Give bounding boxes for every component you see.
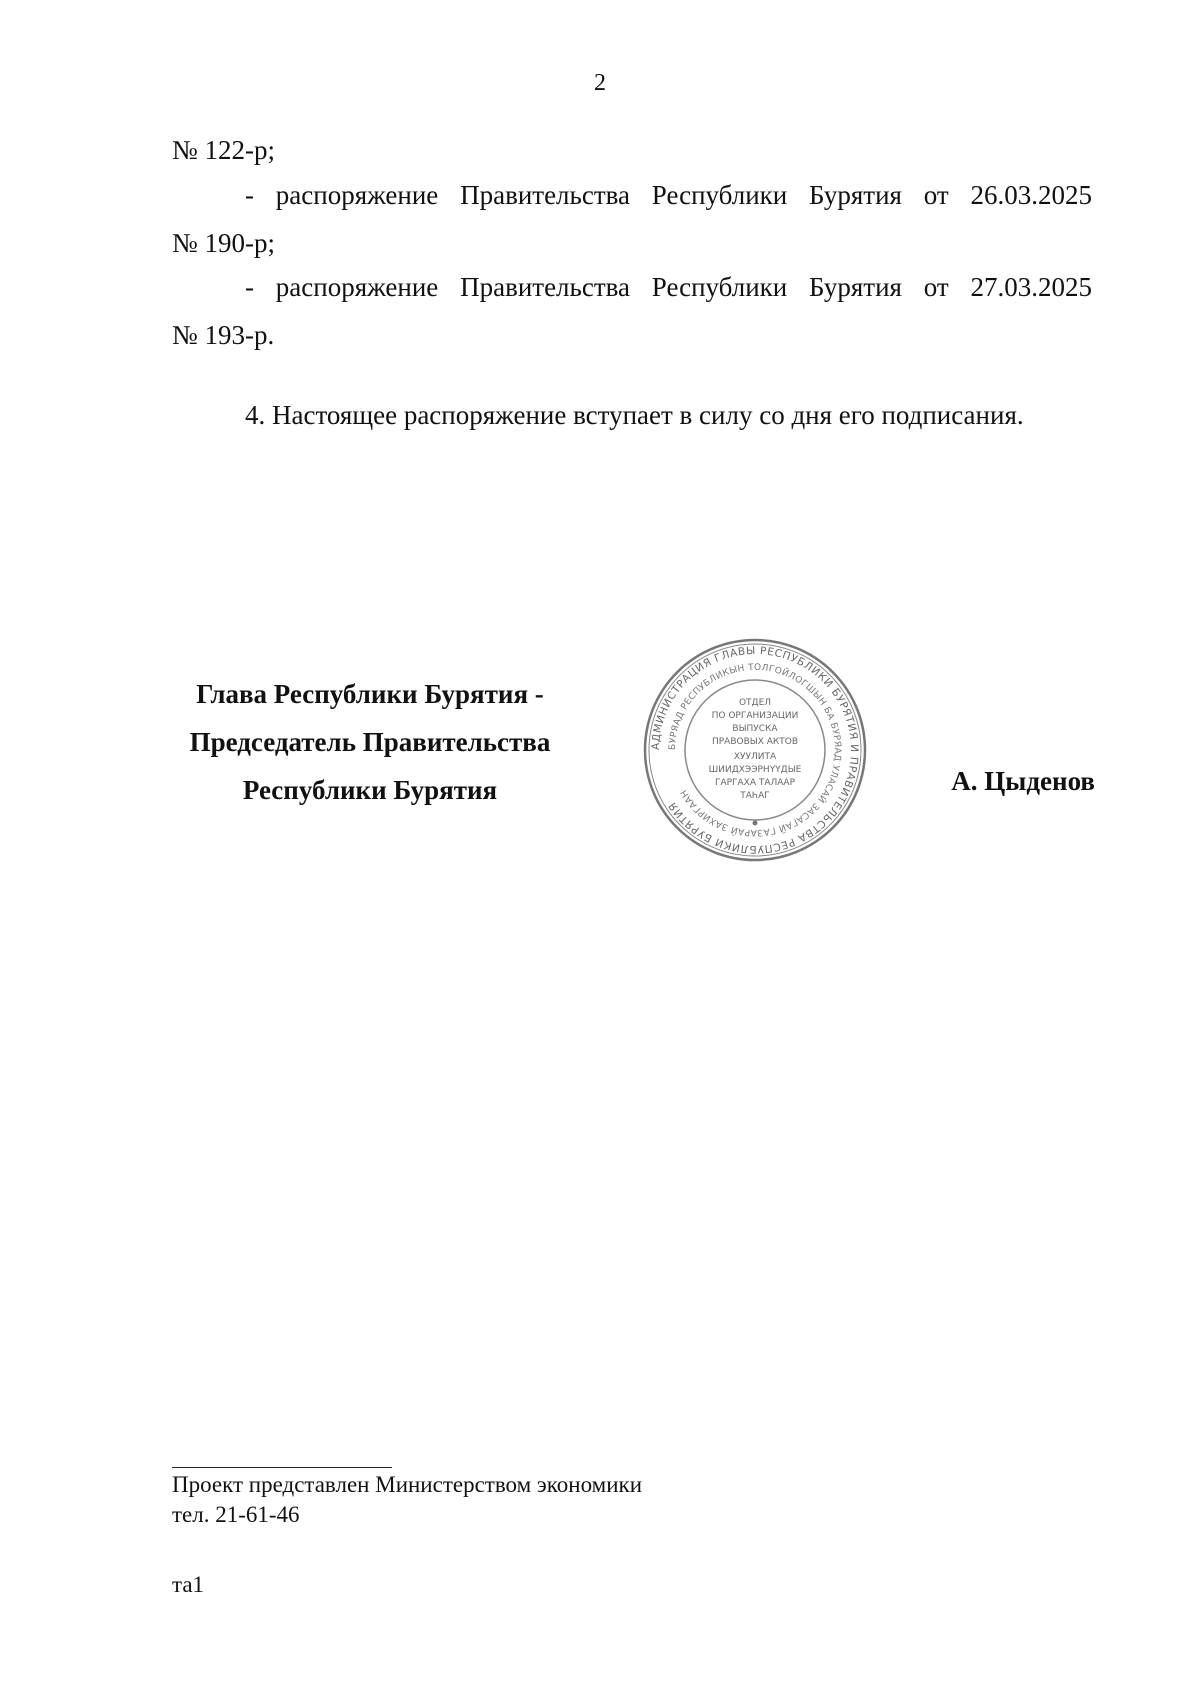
seal-inner-line-2: ПО ОРГАНИЗАЦИИ <box>711 711 799 721</box>
order-item-26-03-2025 <box>245 180 1092 211</box>
order-item-26-03-2025-text: - распоряжение Правительства Республики Бурятия от 26.03.2025 <box>245 180 1092 210</box>
svg-text:БУРЯАД РЕСПУБЛИКЫН ТОЛГОЙЛОГШЫ <box>668 663 842 837</box>
seal-outer-text-2: БУРЯАД РЕСПУБЛИКЫН ТОЛГОЙЛОГШЫН БА БУРЯАД УЛАСАЙ ЗАСАГАЙ ГАЗАРАЙ ЗАХИРГААН <box>667 662 843 838</box>
signature-title-block <box>160 670 580 814</box>
footnote-divider <box>172 1467 392 1468</box>
footnote-phone: тел. 21-61-46 <box>172 1502 300 1527</box>
signature-title-line-3: Республики Бурятия <box>242 775 498 805</box>
page-number: 2 <box>594 70 606 96</box>
official-seal-icon <box>640 635 870 865</box>
signature-title-line-2: Председатель Правительства <box>189 727 551 757</box>
order-item-27-03-2025 <box>245 272 1092 303</box>
order-number-190r: № 190-р; <box>172 228 276 258</box>
paragraph-item-4: 4. Настоящее распоряжение вступает в силу со дня его подписания. <box>245 400 1024 430</box>
seal-inner-line-4: ПРАВОВЫХ АКТОВ <box>711 737 799 747</box>
seal-inner-line-7: ГАРГАХА ТАЛААР <box>714 778 796 788</box>
seal-inner-line-6: ШИИДХЭЭРНҮҮДЫЕ <box>708 765 802 775</box>
seal-inner-line-3: ВЫПУСКА <box>732 724 778 734</box>
seal-inner-line-1: ОТДЕЛ <box>738 698 772 708</box>
seal-outer-text: АДМИНИСТРАЦИЯ ГЛАВЫ РЕСПУБЛИКИ БУРЯТИЯ И ПРАВИТЕЛЬСТВА РЕСПУБЛИКИ БУРЯТИЯ <box>649 644 861 856</box>
footnote-project-note: Проект представлен Министерством экономики <box>172 1472 643 1497</box>
seal-inner-line-8: ТАҺАГ <box>740 791 770 801</box>
paragraph-line-122r: № 122-р; <box>172 135 276 165</box>
signature-title-line-1: Глава Республики Бурятия - <box>196 679 544 709</box>
footnote-initials: та1 <box>172 1572 205 1597</box>
signer-name: А. Цыденов <box>951 766 1095 796</box>
order-number-193r: № 193-р. <box>172 320 275 350</box>
order-item-27-03-2025-text: - распоряжение Правительства Республики Бурятия от 27.03.2025 <box>245 272 1092 302</box>
seal-inner-line-5: ХУУЛИТА <box>733 752 777 762</box>
